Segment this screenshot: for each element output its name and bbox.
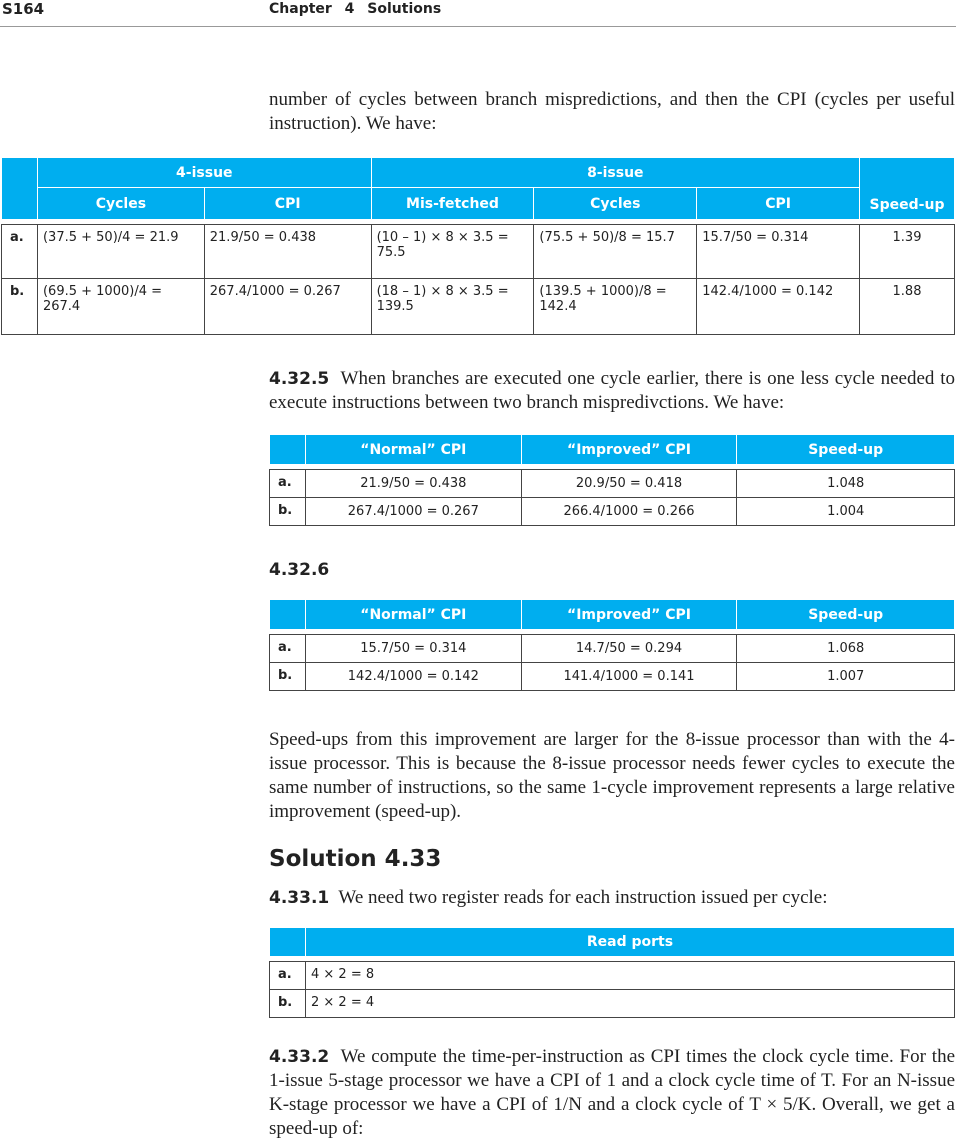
header-speed-up: Speed-up [860,158,955,220]
header-8-issue: 8-issue [371,158,859,188]
row-label: a. [270,635,306,663]
issue-comparison-table [1,157,955,335]
cell-speed-up: 1.39 [860,225,955,279]
cell-cycles-4: (37.5 + 50)/4 = 21.9 [37,225,204,279]
cell-cycles-8: (139.5 + 1000)/8 = 142.4 [534,279,697,335]
table-row [270,962,955,990]
corner-cell [270,928,306,957]
section-number: 4.32.5 [269,369,330,389]
row-label: a. [2,225,38,279]
cell-cpi-4: 21.9/50 = 0.438 [204,225,371,279]
section-4-33-2-paragraph [269,1045,955,1141]
header-speed-up: Speed-up [737,435,955,465]
row-label: b. [2,279,38,335]
cell-improved-cpi: 14.7/50 = 0.294 [521,635,737,663]
header-speed-up: Speed-up [737,600,955,630]
cell-speed-up: 1.007 [737,663,955,691]
chapter-title: Chapter 4 Solutions [269,1,442,17]
table-row [270,470,955,498]
speedup-explanation-paragraph: Speed-ups from this improvement are larger for the 8-issue processor than with the 4-issue processor. This is because the 8-issue processor needs fewer cycles to execute the same number of instructions, so the same 1-cycle improvement represents a large relative improvement (speed-up). [269,729,955,822]
intro-paragraph: number of cycles between branch mispredictions, and then the CPI (cycles per useful instruction). We have: [269,89,955,134]
corner-cell [270,600,306,630]
header-read-ports: Read ports [305,928,954,957]
header-mis-fetched: Mis-fetched [371,188,534,220]
cell-speed-up: 1.048 [737,470,955,498]
header-improved-cpi: “Improved” CPI [521,600,737,630]
header-improved-cpi: “Improved” CPI [521,435,737,465]
row-label: b. [270,498,306,526]
row-label: b. [270,990,306,1018]
cell-normal-cpi: 21.9/50 = 0.438 [305,470,521,498]
section-number: 4.33.1 [269,888,330,908]
header-cycles-4: Cycles [37,188,204,220]
cell-read-ports: 2 × 2 = 4 [305,990,954,1018]
page-number: S164 [2,0,45,18]
section-text: We need two register reads for each instruction issued per cycle: [338,887,828,908]
section-text: When branches are executed one cycle earlier, there is one less cycle needed to execute instructions between two branch mispredivctions. We have: [269,368,955,413]
cell-improved-cpi: 266.4/1000 = 0.266 [521,498,737,526]
row-label: a. [270,470,306,498]
cell-speed-up: 1.068 [737,635,955,663]
row-label: b. [270,663,306,691]
table-row [270,635,955,663]
cell-cpi-4: 267.4/1000 = 0.267 [204,279,371,335]
header-4-issue: 4-issue [37,158,371,188]
header-normal-cpi: “Normal” CPI [305,435,521,465]
header-cpi-8: CPI [697,188,860,220]
section-4-32-6-heading: 4.32.6 [269,560,330,580]
section-4-32-5-paragraph [269,367,955,415]
header-normal-cpi: “Normal” CPI [305,600,521,630]
section-text: We compute the time-per-instruction as CPI times the clock cycle time. For the 1-issue 5-stage processor we have a CPI of 1 and a clock cycle time of T. For an N-issue K-stage processor we have a CPI of 1/N and a clock cycle of T × 5/K. Overall, we get a speed-up of: [269,1046,955,1139]
header-cycles-8: Cycles [534,188,697,220]
branch-cpi-table-4-32-6 [269,599,955,691]
table-row [2,279,955,335]
page-header [0,0,956,27]
read-ports-table [269,927,955,1018]
cell-improved-cpi: 20.9/50 = 0.418 [521,470,737,498]
corner-cell [270,435,306,465]
cell-normal-cpi: 142.4/1000 = 0.142 [305,663,521,691]
solution-title: Solution 4.33 [269,846,442,872]
cell-normal-cpi: 15.7/50 = 0.314 [305,635,521,663]
cell-cycles-8: (75.5 + 50)/8 = 15.7 [534,225,697,279]
table-row [270,663,955,691]
cell-speed-up: 1.004 [737,498,955,526]
table-row [270,990,955,1018]
branch-cpi-table-4-32-5 [269,434,955,526]
section-number: 4.33.2 [269,1047,330,1067]
cell-cpi-8: 15.7/50 = 0.314 [697,225,860,279]
section-4-33-1-paragraph [269,886,955,910]
cell-speed-up: 1.88 [860,279,955,335]
row-label: a. [270,962,306,990]
header-cpi-4: CPI [204,188,371,220]
cell-cpi-8: 142.4/1000 = 0.142 [697,279,860,335]
cell-mis-fetched: (18 – 1) × 8 × 3.5 = 139.5 [371,279,534,335]
cell-read-ports: 4 × 2 = 8 [305,962,954,990]
cell-improved-cpi: 141.4/1000 = 0.141 [521,663,737,691]
cell-cycles-4: (69.5 + 1000)/4 = 267.4 [37,279,204,335]
cell-mis-fetched: (10 – 1) × 8 × 3.5 = 75.5 [371,225,534,279]
table-row [270,498,955,526]
cell-normal-cpi: 267.4/1000 = 0.267 [305,498,521,526]
table-row [2,225,955,279]
corner-cell [2,158,38,220]
